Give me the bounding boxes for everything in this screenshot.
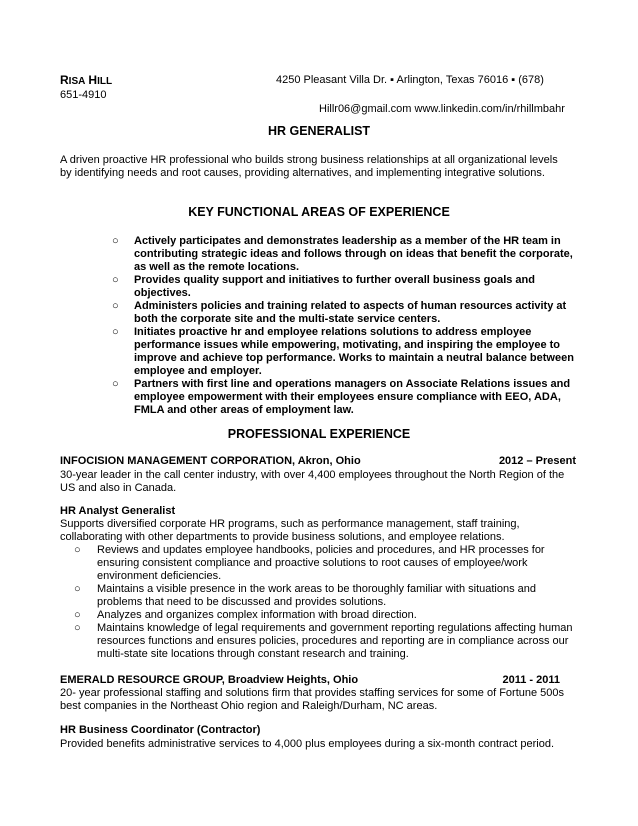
key-areas-heading: KEY FUNCTIONAL AREAS OF EXPERIENCE xyxy=(188,205,450,219)
bullet-icon: ○ xyxy=(112,300,119,312)
bullet-icon: ○ xyxy=(74,544,81,556)
job1-dates: 2012 – Present xyxy=(498,455,576,467)
contact-line: Hillr06@gmail.com www.linkedin.com/in/rhillmbahr xyxy=(319,103,565,115)
job1-header xyxy=(60,455,576,468)
bullet-icon: ○ xyxy=(74,609,81,621)
list-item: ○ Analyzes and organizes complex information with broad direction. xyxy=(74,609,417,621)
page-title: HR GENERALIST xyxy=(267,124,371,138)
address-line: 4250 Pleasant Villa Dr. ▪ Arlington, Texas 76016 ▪ (678) xyxy=(276,74,544,86)
list-item: ○ Initiates proactive hr and employee relations solutions to address employee performance issues while empowering, motivating, and inspiring the employee to improve and achieve top performance. Works to maintain a neutral balance between employee and employer. xyxy=(112,326,574,377)
list-item: ○ Maintains knowledge of legal requirements and government reporting regulations affecting human resources functions and ensures policies, procedures and reporting are in compliance across our multi-state site locations through constant research and training. xyxy=(74,622,573,660)
list-item: ○ Provides quality support and initiatives to further overall business goals and objectives. xyxy=(112,274,535,299)
key-areas-list xyxy=(112,235,582,417)
bullet-icon: ○ xyxy=(112,326,119,338)
job2-header xyxy=(60,674,560,687)
job1-bullets xyxy=(74,544,574,661)
candidate-name: RISA HILL xyxy=(60,73,113,87)
job1-role-summary: Supports diversified corporate HR programs, such as performance management, staff training, collaborating with other departments to provide business solutions, and employee relations. xyxy=(60,518,520,543)
job2-role-summary: Provided benefits administrative services to 4,000 plus employees during a six-month contract period. xyxy=(60,738,555,750)
experience-heading: PROFESSIONAL EXPERIENCE xyxy=(227,427,411,441)
list-item: ○ Administers policies and training related to aspects of human resources activity at both the corporate site and the multi-state service centers. xyxy=(112,300,567,325)
list-item: ○ Reviews and updates employee handbooks, policies and procedures, and HR processes for ensuring consistent compliance and proactive solutions to root causes of employee/work environment deficiencies. xyxy=(74,544,545,582)
summary-paragraph: A driven proactive HR professional who builds strong business relationships at all organizational levels by identifying needs and root causes, providing alternatives, and implementing integrative solutions. xyxy=(60,154,558,179)
bullet-icon: ○ xyxy=(74,583,81,595)
list-item: ○ Actively participates and demonstrates leadership as a member of the HR team in contributing strategic ideas and follows through on ideas that benefit the corporate, as well as the remote locations. xyxy=(112,235,573,273)
job1-description: 30-year leader in the call center industry, with over 4,400 employees throughout the North Region of the US and also in Canada. xyxy=(60,469,565,494)
bullet-icon: ○ xyxy=(112,274,119,286)
list-item: ○ Maintains a visible presence in the work areas to be thoroughly familiar with situations and problems that need to be discussed and provides solutions. xyxy=(74,583,537,608)
bullet-icon: ○ xyxy=(112,378,119,390)
list-item: ○ Partners with first line and operations managers on Associate Relations issues and employee empowerment with their employees ensure compliance with EEO, ADA, FMLA and other areas of employment law. xyxy=(112,378,571,416)
bullet-icon: ○ xyxy=(112,235,119,247)
bullet-icon: ○ xyxy=(74,622,81,634)
job2-dates: 2011 - 2011 xyxy=(502,674,560,686)
job2-description: 20- year professional staffing and solutions firm that provides staffing services for some of Fortune 500s best companies in the Northeast Ohio region and Raleigh/Durham, NC areas. xyxy=(60,687,565,712)
job2-company: EMERALD RESOURCE GROUP, Broadview Heights, Ohio xyxy=(60,674,359,686)
job1-company: INFOCISION MANAGEMENT CORPORATION, Akron, Ohio xyxy=(60,455,361,467)
job2-role: HR Business Coordinator (Contractor) xyxy=(60,724,261,736)
phone-continued: 651-4910 xyxy=(60,89,107,101)
job1-role: HR Analyst Generalist xyxy=(60,505,176,517)
